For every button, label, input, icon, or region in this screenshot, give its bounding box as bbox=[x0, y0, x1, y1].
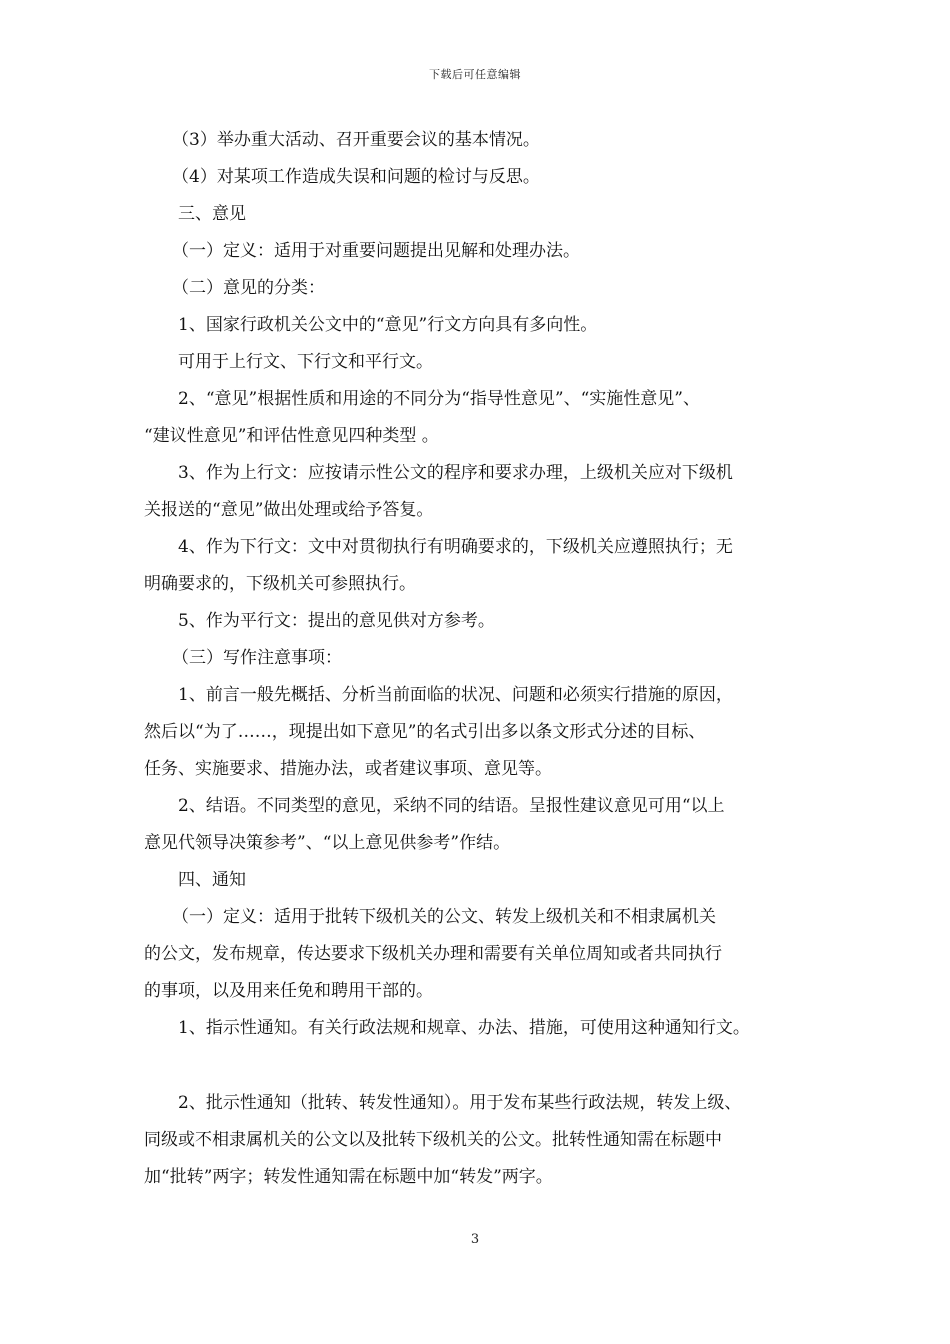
text-line: “建议性意见”和评估性意见四种类型 。 bbox=[144, 426, 439, 446]
text-line: （3）举办重大活动、召开重要会议的基本情况。 bbox=[172, 130, 540, 150]
text-line: 加“批转”两字；转发性通知需在标题中加“转发”两字。 bbox=[144, 1167, 553, 1187]
page-number: 3 bbox=[470, 1232, 480, 1247]
text-line: （二）意见的分类： bbox=[172, 278, 325, 298]
text-line: 1、前言一般先概括、分析当前面临的状况、问题和必须实行措施的原因， bbox=[178, 685, 733, 705]
page-header: 下载后可任意编辑 bbox=[429, 68, 521, 81]
paragraph bbox=[144, 1085, 834, 1196]
paragraph bbox=[144, 603, 834, 640]
text-line: 2、“意见”根据性质和用途的不同分为“指导性意见”、“实施性意见”、 bbox=[178, 389, 700, 409]
subsection-heading bbox=[144, 640, 834, 677]
text-line: 关报送的“意见”做出处理或给予答复。 bbox=[144, 500, 434, 520]
text-line: （一）定义：适用于批转下级机关的公文、转发上级机关和不相隶属机关 bbox=[172, 907, 716, 927]
text-line: 明确要求的，下级机关可参照执行。 bbox=[144, 574, 416, 594]
text-line: （一）定义：适用于对重要问题提出见解和处理办法。 bbox=[172, 241, 580, 261]
text-line: 5、作为平行文：提出的意见供对方参考。 bbox=[178, 611, 495, 631]
paragraph bbox=[144, 1010, 834, 1047]
paragraph bbox=[144, 344, 834, 381]
paragraph bbox=[144, 122, 834, 159]
text-line: 1、国家行政机关公文中的“意见”行文方向具有多向性。 bbox=[178, 315, 598, 335]
text-line: 四、通知 bbox=[178, 870, 246, 890]
paragraph bbox=[144, 307, 834, 344]
paragraph bbox=[144, 899, 834, 1010]
section-heading bbox=[144, 196, 834, 233]
text-line: （4）对某项工作造成失误和问题的检讨与反思。 bbox=[172, 167, 540, 187]
text-line: 然后以“为了……，现提出如下意见”的名式引出多以条文形式分述的目标、 bbox=[144, 722, 706, 742]
text-line: （三）写作注意事项： bbox=[172, 648, 342, 668]
paragraph bbox=[144, 788, 834, 862]
text-line: 可用于上行文、下行文和平行文。 bbox=[178, 352, 433, 372]
text-line: 1、指示性通知。有关行政法规和规章、办法、措施，可使用这种通知行文。 bbox=[178, 1018, 750, 1038]
paragraph bbox=[144, 677, 834, 788]
text-line: 意见代领导决策参考”、“以上意见供参考”作结。 bbox=[144, 833, 511, 853]
text-line: 4、作为下行文：文中对贯彻执行有明确要求的，下级机关应遵照执行；无 bbox=[178, 537, 733, 557]
text-line: 的事项，以及用来任免和聘用干部的。 bbox=[144, 981, 433, 1001]
paragraph bbox=[144, 159, 834, 196]
subsection-heading bbox=[144, 270, 834, 307]
text-line: 的公文，发布规章，传达要求下级机关办理和需要有关单位周知或者共同执行 bbox=[144, 944, 722, 964]
paragraph bbox=[144, 529, 834, 603]
paragraph bbox=[144, 381, 834, 455]
text-line: 同级或不相隶属机关的公文以及批转下级机关的公文。批转性通知需在标题中 bbox=[144, 1130, 722, 1150]
paragraph-gap bbox=[144, 1047, 834, 1085]
document-body bbox=[144, 122, 834, 1196]
text-line: 2、批示性通知（批转、转发性通知）。用于发布某些行政法规，转发上级、 bbox=[178, 1093, 742, 1113]
text-line: 3、作为上行文：应按请示性公文的程序和要求办理，上级机关应对下级机 bbox=[178, 463, 733, 483]
text-line: 三、意见 bbox=[178, 204, 246, 224]
text-line: 2、结语。不同类型的意见，采纳不同的结语。呈报性建议意见可用“以上 bbox=[178, 796, 725, 816]
paragraph bbox=[144, 455, 834, 529]
text-line: 任务、实施要求、措施办法，或者建议事项、意见等。 bbox=[144, 759, 552, 779]
section-heading bbox=[144, 862, 834, 899]
paragraph bbox=[144, 233, 834, 270]
